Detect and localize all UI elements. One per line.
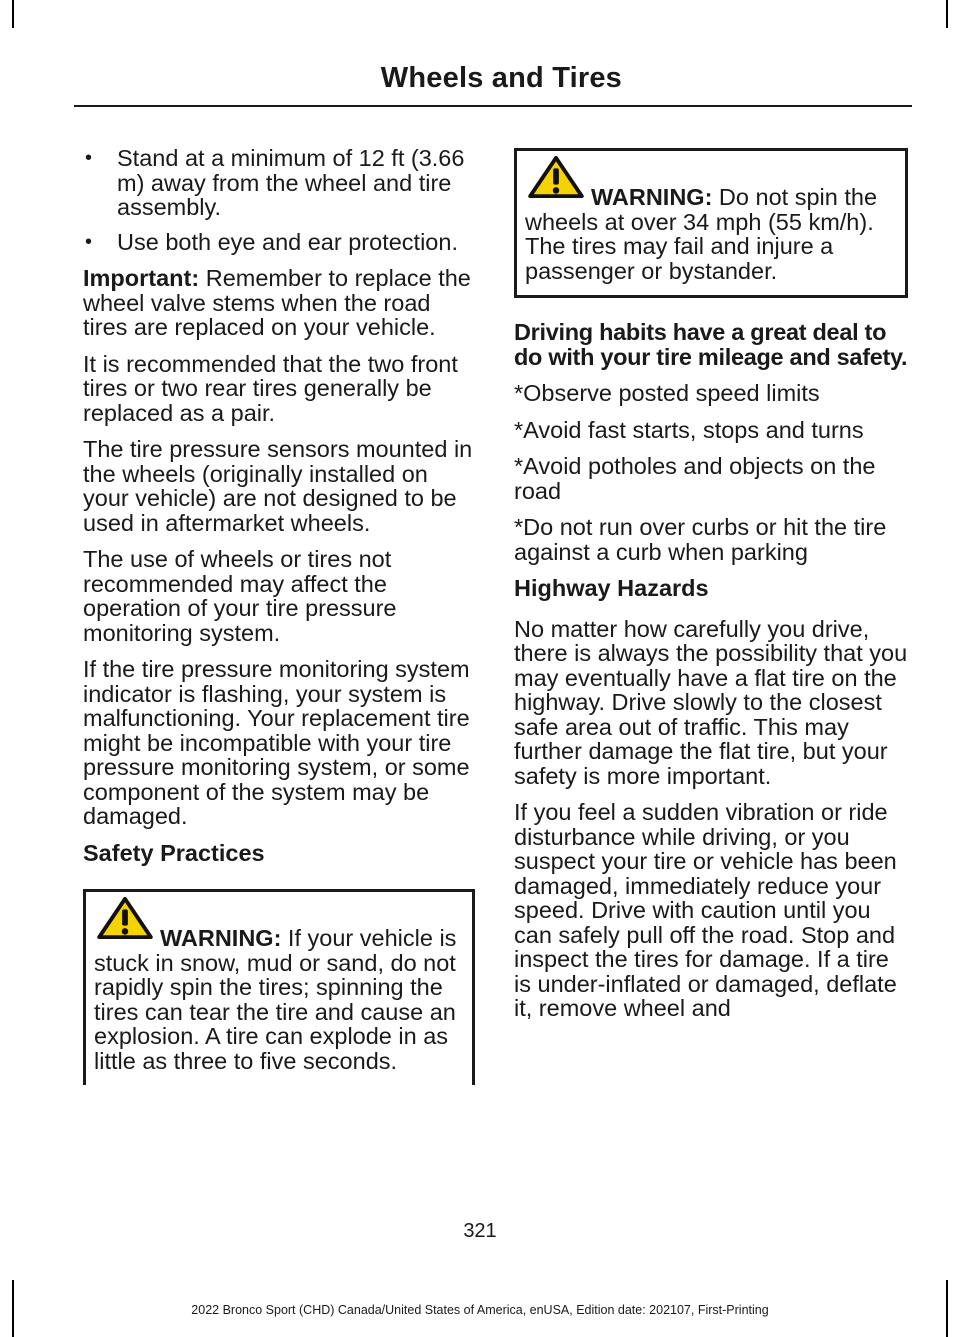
warning-box-wheel-speed (514, 148, 908, 298)
page-number: 321 (463, 1220, 497, 1242)
list-item: • Use both eye and ear protection. (83, 230, 475, 255)
page-footer: 2022 Bronco Sport (CHD) Canada/United States of America, enUSA, Edition date: 202107, First-Printing (191, 1303, 769, 1317)
page-header-title: Wheels and Tires (380, 62, 622, 94)
warning-triangle-icon (527, 155, 585, 199)
paragraph: No matter how carefully you drive, there is always the possibility that you may eventually have a flat tire on the highway. Drive slowly to the closest safe area out of traffic. This may further damage the flat tire, but your safety is more important. (514, 615, 908, 789)
tip-item: *Avoid potholes and objects on the road (514, 453, 876, 504)
right-column (514, 148, 908, 1033)
safety-practices-heading: Safety Practices (83, 839, 265, 866)
warning-label: WARNING: (160, 925, 282, 951)
left-column (83, 146, 475, 1107)
paragraph: If the tire pressure monitoring system indicator is flashing, your system is malfunctioning. Your replacement tire might be incompatible with your tire pressure monitoring system, or some component of the system may be damaged. (83, 656, 470, 829)
paragraph: It is recommended that the two front tires or two rear tires generally be replaced as a pair. (83, 350, 458, 426)
paragraph: The use of wheels or tires not recommended may affect the operation of your tire pressure monitoring system. (83, 546, 397, 646)
warning-body: Do not spin the wheels at over 34 mph (55 km/h). The tires may fail and injure a passenger or bystander. (525, 184, 878, 284)
paragraph: If you feel a sudden vibration or ride disturbance while driving, or you suspect your tire or vehicle has been damaged, immediately reduce your speed. Drive with caution until you can safely pull off the road. Stop and inspect the tires for damage. If a tire is under-inflated or damaged, deflate it, remove wheel and (514, 799, 897, 1021)
crop-mark-top-right (946, 0, 948, 28)
driving-habits-heading: Driving habits have a great deal to do with your tire mileage and safety. (514, 319, 908, 370)
warning-label: WARNING: (591, 184, 713, 210)
tip-item: *Avoid fast starts, stops and turns (514, 416, 864, 443)
important-text: Remember to replace the wheel valve stems when the road tires are replaced on your vehicle. (83, 265, 471, 340)
important-label: Important: (83, 265, 200, 291)
crop-mark-top-left (12, 0, 14, 28)
header-divider (74, 105, 912, 107)
important-note (83, 266, 475, 340)
paragraph: The tire pressure sensors mounted in the wheels (originally installed on your vehicle) are not designed to be used in aftermarket wheels. (83, 436, 473, 536)
safety-bullet-list (83, 146, 475, 254)
warning-body: If your vehicle is stuck in snow, mud or sand, do not rapidly spin the tires; spinning the tires can tear the tire and cause an explosion. A tire can explode in as little as three to five seconds. (94, 925, 457, 1074)
tip-item: *Observe posted speed limits (514, 380, 820, 406)
list-item: • Stand at a minimum of 12 ft (3.66 m) away from the wheel and tire assembly. (83, 146, 475, 220)
warning-triangle-icon (96, 896, 154, 940)
warning-box-spin-tires (83, 889, 475, 1085)
highway-hazards-heading: Highway Hazards (514, 575, 709, 601)
tip-item: *Do not run over curbs or hit the tire against a curb when parking (514, 514, 887, 565)
